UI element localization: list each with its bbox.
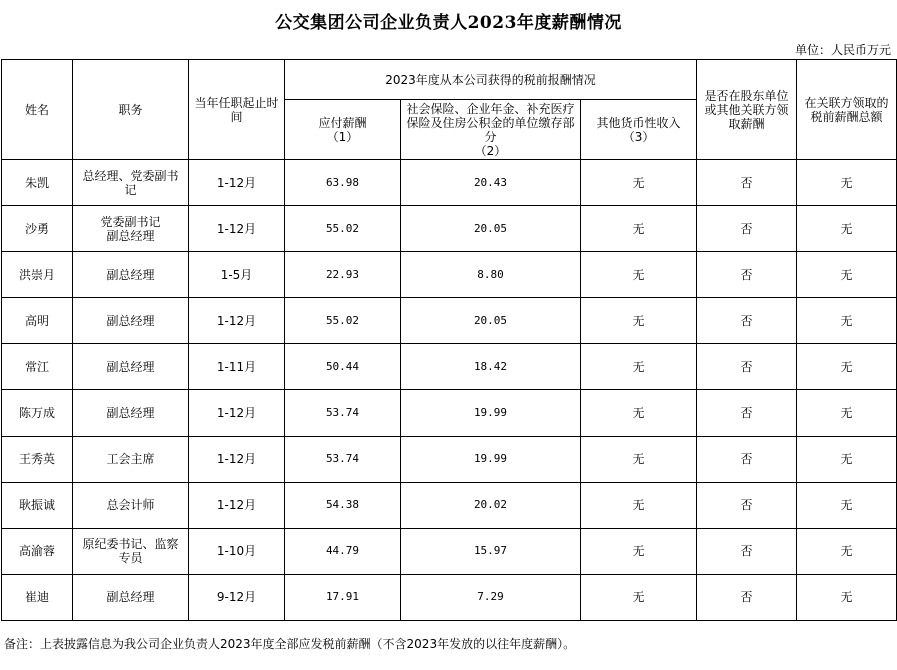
- table-row: [2, 528, 897, 574]
- header-other: [581, 100, 697, 160]
- cell-social: 18.42: [401, 344, 581, 390]
- table-row: [2, 344, 897, 390]
- cell-related-pay: 无: [797, 344, 897, 390]
- cell-social: 19.99: [401, 390, 581, 436]
- table-row: [2, 160, 897, 206]
- cell-position: 总经理、党委副书记: [73, 160, 189, 206]
- cell-related-pay: 无: [797, 160, 897, 206]
- cell-term: 1-12月: [189, 390, 285, 436]
- cell-shareholder-pay: 否: [697, 574, 797, 620]
- header-position: 职务: [73, 60, 189, 160]
- cell-name: 王秀英: [2, 436, 73, 482]
- table-row: [2, 482, 897, 528]
- cell-term: 1-11月: [189, 344, 285, 390]
- cell-social: 20.05: [401, 206, 581, 252]
- cell-term: 9-12月: [189, 574, 285, 620]
- cell-shareholder-pay: 否: [697, 206, 797, 252]
- cell-shareholder-pay: 否: [697, 528, 797, 574]
- cell-position: 工会主席: [73, 436, 189, 482]
- cell-position: 副总经理: [73, 390, 189, 436]
- cell-related-pay: 无: [797, 252, 897, 298]
- cell-shareholder-pay: 否: [697, 436, 797, 482]
- cell-other: 无: [581, 160, 697, 206]
- table-row: [2, 252, 897, 298]
- cell-term: 1-12月: [189, 160, 285, 206]
- cell-name: 沙勇: [2, 206, 73, 252]
- cell-other: 无: [581, 574, 697, 620]
- cell-social: 8.80: [401, 252, 581, 298]
- footnote: 备注：上表披露信息为我公司企业负责人2023年度全部应发税前薪酬（不含2023年发放的以往年度薪酬）。: [4, 637, 576, 651]
- cell-position: 党委副书记 副总经理: [73, 206, 189, 252]
- cell-other: 无: [581, 206, 697, 252]
- cell-position: 副总经理: [73, 344, 189, 390]
- cell-shareholder-pay: 否: [697, 344, 797, 390]
- cell-term: 1-12月: [189, 482, 285, 528]
- cell-other: 无: [581, 482, 697, 528]
- cell-term: 1-12月: [189, 206, 285, 252]
- cell-term: 1-5月: [189, 252, 285, 298]
- table-row: [2, 436, 897, 482]
- cell-other: 无: [581, 252, 697, 298]
- cell-salary: 22.93: [285, 252, 401, 298]
- cell-shareholder-pay: 否: [697, 482, 797, 528]
- cell-related-pay: 无: [797, 206, 897, 252]
- table-row: [2, 574, 897, 620]
- cell-social: 20.05: [401, 298, 581, 344]
- header-social-number: （2）: [474, 143, 507, 158]
- cell-other: 无: [581, 528, 697, 574]
- cell-social: 20.02: [401, 482, 581, 528]
- cell-position: 副总经理: [73, 574, 189, 620]
- cell-term: 1-12月: [189, 436, 285, 482]
- cell-other: 无: [581, 390, 697, 436]
- cell-social: 15.97: [401, 528, 581, 574]
- cell-related-pay: 无: [797, 574, 897, 620]
- cell-position: 副总经理: [73, 252, 189, 298]
- cell-name: 洪崇月: [2, 252, 73, 298]
- header-other-label: 其他货币性收入: [596, 115, 681, 130]
- cell-related-pay: 无: [797, 390, 897, 436]
- cell-social: 19.99: [401, 436, 581, 482]
- cell-salary: 55.02: [285, 298, 401, 344]
- cell-name: 高明: [2, 298, 73, 344]
- cell-shareholder-pay: 否: [697, 252, 797, 298]
- header-shareholder-pay: 是否在股东单位或其他关联方领取薪酬: [697, 60, 797, 160]
- cell-salary: 44.79: [285, 528, 401, 574]
- cell-shareholder-pay: 否: [697, 390, 797, 436]
- unit-label: 单位：人民币万元: [794, 43, 891, 57]
- compensation-table: [1, 59, 897, 621]
- document-title: 公交集团公司企业负责人2023年度薪酬情况: [275, 12, 622, 33]
- cell-related-pay: 无: [797, 298, 897, 344]
- table-body: [2, 160, 897, 621]
- cell-term: 1-12月: [189, 298, 285, 344]
- header-salary-label: 应付薪酬: [318, 115, 367, 130]
- cell-salary: 53.74: [285, 390, 401, 436]
- header-name: 姓名: [2, 60, 73, 160]
- cell-position: 副总经理: [73, 298, 189, 344]
- cell-position: 原纪委书记、监察专员: [73, 528, 189, 574]
- cell-name: 崔迪: [2, 574, 73, 620]
- cell-salary: 55.02: [285, 206, 401, 252]
- cell-related-pay: 无: [797, 528, 897, 574]
- header-pay-group: 2023年度从本公司获得的税前报酬情况: [285, 60, 697, 100]
- header-term: 当年任职起止时间: [189, 60, 285, 160]
- header-related-pay: 在关联方领取的税前薪酬总额: [797, 60, 897, 160]
- cell-salary: 50.44: [285, 344, 401, 390]
- cell-related-pay: 无: [797, 436, 897, 482]
- cell-term: 1-10月: [189, 528, 285, 574]
- cell-other: 无: [581, 436, 697, 482]
- header-social: [401, 100, 581, 160]
- cell-name: 高渝蓉: [2, 528, 73, 574]
- cell-salary: 17.91: [285, 574, 401, 620]
- cell-name: 耿振诚: [2, 482, 73, 528]
- table-row: [2, 390, 897, 436]
- cell-salary: 63.98: [285, 160, 401, 206]
- cell-social: 7.29: [401, 574, 581, 620]
- cell-shareholder-pay: 否: [697, 298, 797, 344]
- cell-salary: 54.38: [285, 482, 401, 528]
- cell-name: 陈万成: [2, 390, 73, 436]
- cell-position: 总会计师: [73, 482, 189, 528]
- cell-social: 20.43: [401, 160, 581, 206]
- cell-shareholder-pay: 否: [697, 160, 797, 206]
- cell-salary: 53.74: [285, 436, 401, 482]
- cell-other: 无: [581, 344, 697, 390]
- table-row: [2, 298, 897, 344]
- table-row: [2, 206, 897, 252]
- header-salary: [285, 100, 401, 160]
- header-salary-number: （1）: [326, 129, 359, 144]
- cell-name: 常江: [2, 344, 73, 390]
- cell-related-pay: 无: [797, 482, 897, 528]
- cell-name: 朱凯: [2, 160, 73, 206]
- header-other-number: （3）: [622, 129, 655, 144]
- header-social-label: 社会保险、企业年金、补充医疗保险及住房公积金的单位缴存部分: [406, 101, 575, 144]
- cell-other: 无: [581, 298, 697, 344]
